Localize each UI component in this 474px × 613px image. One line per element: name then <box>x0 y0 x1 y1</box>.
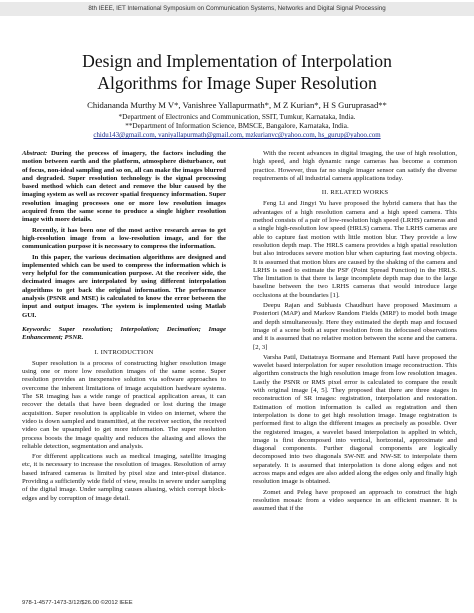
abstract-paragraph-1 <box>22 150 226 225</box>
copyright-footer: 978-1-4577-1473-3/12/$26.00 ©2012 IEEE <box>22 600 133 606</box>
intro-paragraph-1: Super resolution is a process of constructing higher resolution image using one or more low resolution images of the same scene. Super resolution provides an inexpensive solution via software approaches to overcome the inherent limitations of image acquisition hardware systems. The SR imaging has a wide range of practical application areas, it can recover the details that have been degraded or lost during the image acquisition. Super resolution is applicable in video on internet, where the video is down sampled and transmitted, at the receiver section, the received video can be upsampled to get more information. The super resolution process boosts the image quality and reduces the aliasing and allows the reliable detection, segmentation and analysis. <box>22 359 226 450</box>
abstract-paragraph-2: Recently, it has been one of the most active research areas to get high-resolution image from a low-resolution image, and for the communication purpose it is necessary to compress the information. <box>22 226 226 251</box>
title-line-1: Design and Implementation of Interpolation <box>82 51 392 71</box>
abstract-label: Abstract: <box>22 150 48 157</box>
section-heading-introduction: I. INTRODUCTION <box>94 348 154 356</box>
intro-paragraph-2: For different applications such as medical imaging, satellite imaging etc, it is necessary to increase the resolution of images. Resolution of array based infrared cameras is limited by pixel size and inter-pixel distance. Providing a sufficiently wide field of view, results in severe under sampling of the digital image. Under sampling causes aliasing, which corrupt block-edges and by corruption of image detail. <box>22 453 226 502</box>
author-emails[interactable] <box>30 131 444 140</box>
intro-paragraph-3: With the recent advances in digital imaging, the use of high resolution, high speed, and high dynamic range cameras has become a common practice. However, thus far no single imager sensor can satisfy the diverse requirements of all industrial camera applications today. <box>253 150 457 182</box>
affiliation-1: *Department of Electronics and Communication, SSIT, Tumkur, Karnataka, India. <box>118 113 356 121</box>
abstract-paragraph-3: In this paper, the various decimation algorithms are designed and implemented which can be used to compress the information which is very helpful for the communication purpose. At the receiver side, the decimated images are interpolated by using different interpolation algorithms to get back the original information. The performance analysis (PSNR and MSE) is calculated to know the error between the input and output images. The system is implemented using Matlab GUI. <box>22 253 226 319</box>
related-paragraph-2: Deepu Rajan and Subhasis Chaudhuri have proposed Maximum a Posteriori (MAP) and Markov Random Fields (MRF) to model both image and depth simultaneously. Here they estimated the depth map and focused image of a scene both at super resolution from its defocused observations and it is assumed that no relative motion between the scene and the camera. [2, 3] <box>253 302 457 351</box>
paper-title <box>30 50 444 94</box>
related-paragraph-1: Feng Li and Jingyi Yu have proposed the hybrid camera that has the advantages of a high resolution camera and a high speed camera. This method consists of a pair of low-resolution high speed (LRHS) cameras and a single high-resolution low speed (HRLS) camera. The LRHS cameras are able to capture fast motion with little motion blur. They provide a low resolution depth map. The HRLS camera provides a high spatial resolution but also introduces severe motion blur when capturing fast moving objects. It is assumed that motion blurs are caused by the shaking of the camera and LRHS is used to estimate the PSF (Point Spread Function) in the HRLS. The limitation is that there is large incomplete depth map due to the large baseline between the two LRHS cameras that would introduce large occlusions at the boundaries [1]. <box>253 200 457 299</box>
author-list: Chidananda Murthy M V*, Vanishree Yallapurmath*, M Z Kurian*, H S Guruprasad** <box>87 100 387 110</box>
left-column <box>22 150 226 505</box>
abstract-text-1: During the process of imagery, the factors including the motion between earth and the platform, atmosphere disturbance, out of focus, non-ideal sampling and so on, all can make the images blurred and degraded. Super resolution technology is the signal processing based method which can detect and remove the blur caused by the imaging system as well as recover spatial frequency information. Super resolution imaging processes one or more low resolution images acquired from the same scene to produce a single higher resolution image with more details. <box>22 150 227 224</box>
title-line-2: Algorithms for Image Super Resolution <box>97 73 377 93</box>
related-paragraph-4: Zomet and Peleg have proposed an approach to construct the high resolution mosaic from a video sequence in an efficient manner. It is assumed that if the <box>253 488 457 513</box>
email-links[interactable]: chidu143@gmail.com, vaniyallapurmath@gmail.com, mzkurianvc@yahoo.com, hs_gurup@yahoo.com <box>93 132 381 139</box>
right-column <box>253 150 457 515</box>
conference-header: 8th IEEE, IET International Symposium on Communication Systems, Networks and Digital Signal Processing <box>0 2 474 16</box>
affiliation-2: **Department of Information Science, BMSCE, Bangalore, Karnataka, India. <box>125 122 349 130</box>
keywords: Keywords: Super resolution; Interpolation; Decimation; Image Enhancement; PSNR. <box>22 325 226 342</box>
related-paragraph-3: Varsha Patil, Dattatraya Bormane and Hemant Patil have proposed the wavelet based interpolation for super resolution image reconstruction. This algorithm constructs the high resolution image from low resolution images. Lastly the PSNR or RMS pixel error is calculated to compare the result with original image [4, 5]. They proposed that there are three stages in reconstruction of SR images: registration, interpolation and restoration. Estimation of motion information is called as registration and then interpolation is done to get high resolution image. Image registration is performed first to align the different images as precisely as possible. Over the registered images, a wavelet based interpolation is applied in which, image is first decomposed into vertical, horizontal, approximate and diagonal components. Further diagonal components are logically decomposed into two diagonals SW-NE and NW-SE to interpolate them separately. It is assumed that interpolation is done along edges and not across maps and edges are also added along the edges only and finally high resolution image is obtained. <box>253 353 457 486</box>
section-heading-related-works: II. RELATED WORKS <box>321 189 389 197</box>
